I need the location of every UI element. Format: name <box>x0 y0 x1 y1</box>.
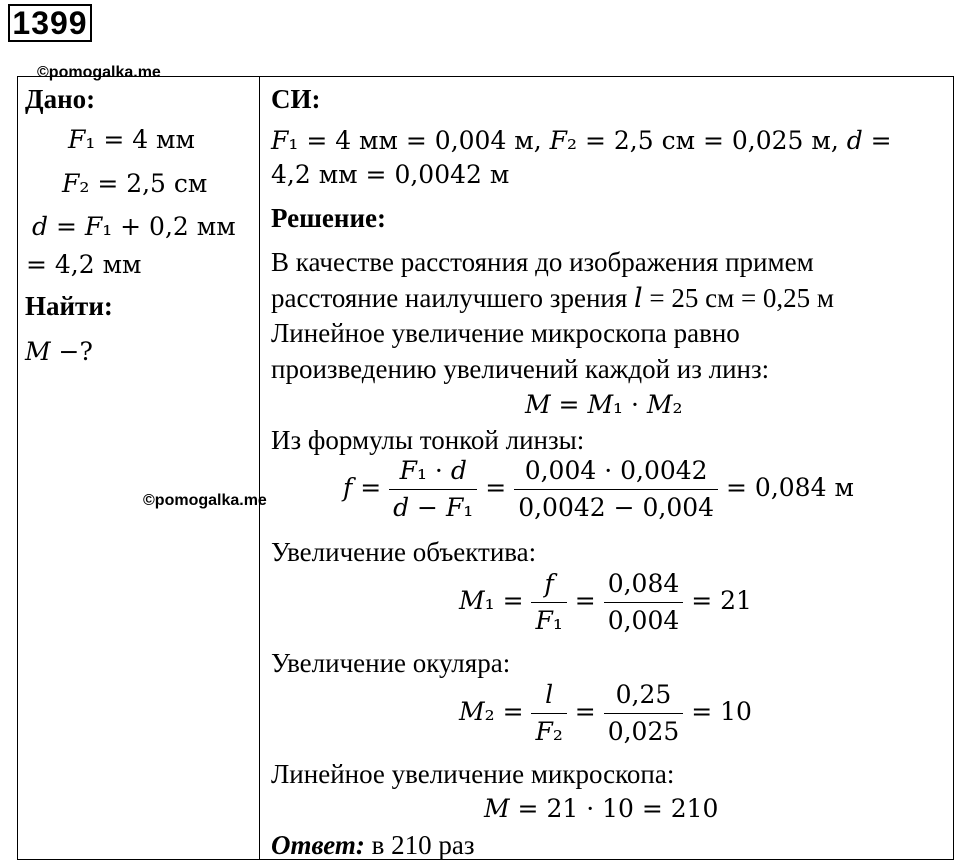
column-divider <box>259 76 260 860</box>
equation-f-denominator-symbolic: 𝑑 − 𝐹₁ <box>393 493 474 522</box>
given-f1: 𝐹₁ = 4 мм <box>68 125 195 154</box>
answer-label: Ответ: <box>271 830 365 860</box>
find-heading: Найти: <box>25 291 113 321</box>
solution-p1-line1: В качестве расстояния до изображения примем <box>271 247 814 277</box>
equation-f-fraction-numeric <box>514 455 718 524</box>
equation-m: 𝑀 = 𝑀₁ · 𝑀₂ <box>525 390 683 419</box>
answer-value: в 210 раз <box>364 830 475 860</box>
solution-p2-line1: Линейное увеличение микроскопа равно <box>271 318 740 348</box>
find-value: 𝑀 −? <box>25 337 93 366</box>
given-d: 𝑑 = 𝐹₁ + 0,2 мм <box>32 212 236 241</box>
equation-f-numerator-numeric: 0,004 · 0,0042 <box>514 455 718 490</box>
equation-f <box>343 455 854 524</box>
equation-m1-fraction-numeric <box>604 568 684 637</box>
equation-f-equals: = <box>485 473 507 502</box>
si-line2: 4,2 мм = 0,0042 м <box>271 160 510 189</box>
equation-m1-denominator-numeric: 0,004 <box>607 606 680 635</box>
objective-label: Увеличение объектива: <box>271 537 537 567</box>
equation-m1-numerator-numeric: 0,084 <box>604 568 684 603</box>
equation-m2-denominator-symbolic: 𝐹₂ <box>535 717 563 746</box>
given-f2: 𝐹₂ = 2,5 см <box>62 169 208 198</box>
equation-m2-equals: = <box>574 697 596 726</box>
lens-formula-label: Из формулы тонкой линзы: <box>271 425 585 455</box>
solution-p2-line2: произведению увеличений каждой из линз: <box>271 354 770 384</box>
solution-heading: Решение: <box>271 203 386 233</box>
equation-m2-result: = 10 <box>691 697 752 726</box>
equation-m1 <box>459 568 752 637</box>
given-heading: Дано: <box>25 84 96 114</box>
si-heading: СИ: <box>271 84 321 114</box>
watermark-middle: ©pomogalka.me <box>143 492 267 509</box>
answer <box>271 830 475 860</box>
equation-m1-lhs: 𝑀₁ = <box>459 586 524 615</box>
equation-m1-fraction-symbolic <box>531 568 566 637</box>
equation-m1-numerator-symbolic: 𝑓 <box>531 568 566 603</box>
equation-m2-fraction-symbolic <box>531 679 566 748</box>
eyepiece-label: Увеличение окуляра: <box>271 648 511 678</box>
equation-m2-lhs: 𝑀₂ = <box>459 697 524 726</box>
equation-m2-numerator-symbolic: 𝑙 <box>531 679 566 714</box>
final-label: Линейное увеличение микроскопа: <box>271 759 675 789</box>
si-line1: 𝐹₁ = 4 мм = 0,004 м, 𝐹₂ = 2,5 см = 0,025 м, 𝑑 = <box>271 126 892 155</box>
equation-f-result: = 0,084 м <box>726 473 854 502</box>
equation-m2-denominator-numeric: 0,025 <box>607 717 680 746</box>
equation-m2-fraction-numeric <box>604 679 684 748</box>
watermark-top: ©pomogalka.me <box>37 64 161 81</box>
equation-f-denominator-numeric: 0,0042 − 0,004 <box>518 493 715 522</box>
equation-f-lhs: 𝑓 = <box>343 473 382 502</box>
equation-m1-denominator-symbolic: 𝐹₁ <box>535 606 563 635</box>
final-equation: 𝑀 = 21 · 10 = 210 <box>484 794 719 823</box>
problem-number: 1399 <box>8 4 92 42</box>
solution-p1-line2: расстояние наилучшего зрения 𝑙 = 25 см = 0,25 м <box>271 283 835 313</box>
equation-f-fraction-symbolic <box>389 455 477 524</box>
given-d-value: = 4,2 мм <box>26 250 142 279</box>
equation-m2-numerator-numeric: 0,25 <box>604 679 684 714</box>
equation-f-numerator-symbolic: 𝐹₁ · 𝑑 <box>389 455 477 490</box>
equation-m1-result: = 21 <box>691 586 752 615</box>
equation-m2 <box>459 679 752 748</box>
equation-m1-equals: = <box>574 586 596 615</box>
